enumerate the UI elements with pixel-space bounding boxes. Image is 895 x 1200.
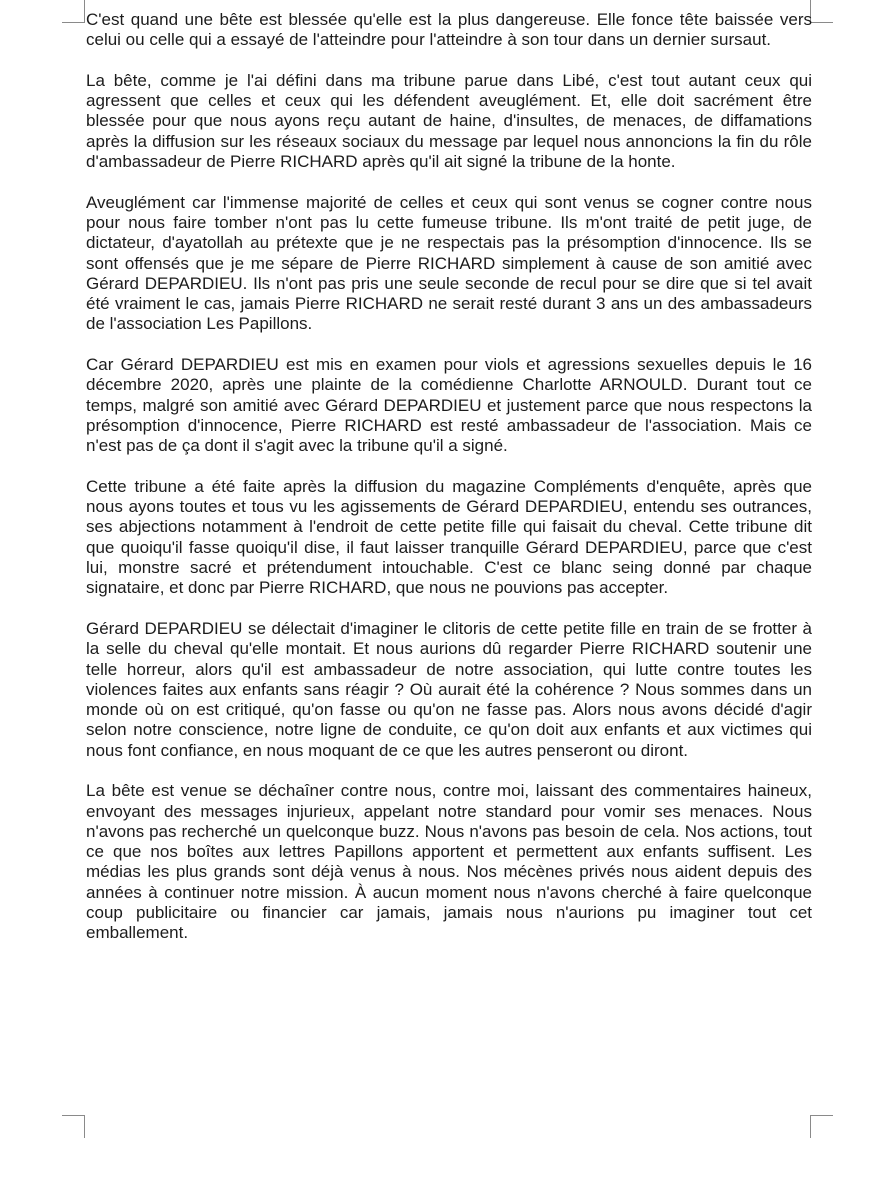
margin-corner-top-left [62,0,85,23]
paragraph-3: Aveuglément car l'immense majorité de celles et ceux qui sont venus se cogner contre nous pour nous faire tomber n'ont pas lu cette fumeuse tribune. Ils m'ont traité de petit juge, de dictateur, d'ayatollah au prétexte que je ne respectais pas la présomption d'innocence. Ils se sont offensés que je me sépare de Pierre RICHARD simplement à cause de son amitié avec Gérard DEPARDIEU. Ils n'ont pas pris une seule seconde de recul pour se dire que si tel avait été vraiment le cas, jamais Pierre RICHARD ne serait resté durant 3 ans un des ambassadeurs de l'association Les Papillons. [86,192,812,334]
margin-corner-bottom-left [62,1115,85,1138]
paragraph-6: Gérard DEPARDIEU se délectait d'imaginer le clitoris de cette petite fille en train de se frotter à la selle du cheval qu'elle montait. Et nous aurions dû regarder Pierre RICHARD soutenir une telle horreur, alors qu'il est ambassadeur de notre association, qui lutte contre toutes les violences faites aux enfants sans réagir ? Où aurait été la cohérence ? Nous sommes dans un monde où on est critiqué, qu'on fasse ou qu'on ne fasse pas. Alors nous avons décidé d'agir selon notre conscience, notre ligne de conduite, ce qu'on doit aux enfants et aux victimes qui nous font confiance, en nous moquant de ce que les autres penseront ou diront. [86,618,812,760]
document-text-body[interactable] [86,10,812,964]
paragraph-1: C'est quand une bête est blessée qu'elle est la plus dangereuse. Elle fonce tête baissée vers celui ou celle qui a essayé de l'atteindre pour l'atteindre à son tour dans un dernier sursaut. [86,10,812,50]
paragraph-7: La bête est venue se déchaîner contre nous, contre moi, laissant des commentaires haineux, envoyant des messages injurieux, appelant notre standard pour vomir ses menaces. Nous n'avons pas recherché un quelconque buzz. Nous n'avons pas besoin de cela. Nos actions, tout ce que nos boîtes aux lettres Papillons apportent et permettent aux enfants suffisent. Les médias les plus grands sont déjà venus à nous. Nos mécènes privés nous aident depuis des années à continuer notre mission. À aucun moment nous n'avons cherché à faire quelconque coup publicitaire ou financier car jamais, jamais nous n'aurions pu imaginer tout cet emballement. [86,781,812,943]
paragraph-5: Cette tribune a été faite après la diffusion du magazine Compléments d'enquête, après que nous ayons toutes et tous vu les agissements de Gérard DEPARDIEU, entendu ses outrances, ses abjections notamment à l'endroit de cette petite fille qui faisait du cheval. Cette tribune dit que quoiqu'il fasse quoiqu'il dise, il faut laisser tranquille Gérard DEPARDIEU, parce que c'est lui, monstre sacré et prétendument intouchable. C'est ce blanc seing donné par chaque signataire, et donc par Pierre RICHARD, que nous ne pouvions pas accepter. [86,476,812,598]
paragraph-4: Car Gérard DEPARDIEU est mis en examen pour viols et agressions sexuelles depuis le 16 décembre 2020, après une plainte de la comédienne Charlotte ARNOULD. Durant tout ce temps, malgré son amitié avec Gérard DEPARDIEU et justement parce que nous respectons la présomption d'innocence, Pierre RICHARD est resté ambassadeur de l'association. Mais ce n'est pas de ça dont il s'agit avec la tribune qu'il a signé. [86,355,812,456]
margin-corner-top-right [810,0,833,23]
paragraph-2: La bête, comme je l'ai défini dans ma tribune parue dans Libé, c'est tout autant ceux qui agressent que celles et ceux qui les défendent aveuglément. Et, elle doit sacrément être blessée pour que nous ayons reçu autant de haine, d'insultes, de menaces, de diffamations après la diffusion sur les réseaux sociaux du message par lequel nous annoncions la fin du rôle d'ambassadeur de Pierre RICHARD après qu'il ait signé la tribune de la honte. [86,70,812,172]
margin-corner-bottom-right [810,1115,833,1138]
